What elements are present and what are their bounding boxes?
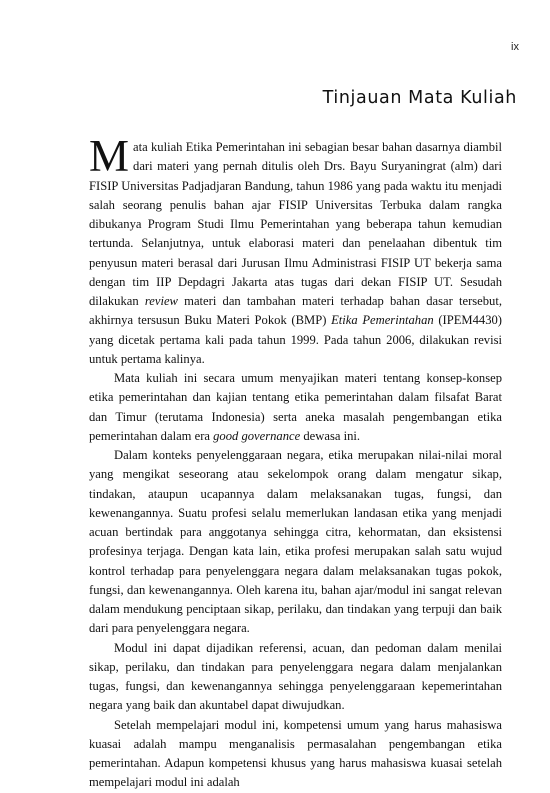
paragraph-2-text-c: dewasa ini. — [300, 428, 361, 443]
page-number: ix — [511, 41, 519, 53]
paragraph-1-italic-review: review — [144, 294, 178, 308]
paragraph-4: Modul ini dapat dijadikan referensi, acuan, dan pedoman dalam menilai sikap, perilaku, dan tindakan para penyelenggara negara dalam menjalankan tugas, fungsi, dan kewenangannya sehingga penyelenggaraan kepemerintahan negara yang baik dan akuntabel dapat diwujudkan. — [89, 640, 502, 713]
paragraph-3: Dalam konteks penyelenggaraan negara, etika merupakan nilai-nilai moral yang mengikat seseorang atau sekelompok orang dalam mengatur sikap, tindakan, ataupun ucapannya dalam melaksanakan tugas, fungsi, dan kewenangannya. Suatu profesi selalu memerlukan landasan etika yang menjadi acuan bertindak para anggotanya sehingga citra, kehormatan, dan eksistensi profesinya terjaga. Dengan kata lain, etika profesi merupakan salah satu wujud kontrol terhadap para penyelenggara negara dalam melaksanakan tugas pokok, fungsi, dan kewenangannya. Oleh karena itu, bahan ajar/modul ini sangat relevan dalam mendukung penciptaan sikap, perilaku, dan tindakan yang terpuji dan baik dari para penyelenggara negara. — [89, 448, 502, 636]
paragraph-2-text-a: Mata kuliah ini secara umum menyajikan materi tentang konsep-konsep etika pemerintahan dan kajian tentang etika pemerintahan dalam filsafat Barat dan Timur (terutama Indonesia) serta aneka masalah pengembangan etika pemerintahan dalam era — [89, 371, 502, 443]
paragraph-1 — [89, 131, 503, 369]
paragraph-5: Setelah mempelajari modul ini, kompetensi umum yang harus mahasiswa kuasai adalah mampu menganalisis permasalahan pengembangan etika pemerintahan. Adapun kompetensi khusus yang harus mahasiswa kuasai setelah mempelajari modul ini adalah — [89, 717, 502, 790]
paragraph-1-italic-title: Etika Pemerintahan — [331, 313, 434, 328]
paragraph-2-italic-term: good governance — [213, 428, 301, 443]
page-title: Tinjauan Mata Kuliah — [322, 88, 517, 108]
paragraph-1-text-a: ata kuliah Etika Pemerintahan ini sebagian besar bahan dasarnya diambil dari materi yang pernah ditulis oleh Drs. Bayu Suryaningrat (alm) dari FISIP Universitas Padjadjaran Bandung, tahun 1986 yang pada waktu itu menjadi salah seorang penulis bahan ajar FISIP Universitas Terbuka dalam rangka dibukanya Program Studi Ilmu Pemerintahan yang beberapa tahun kemudian tertunda. Selanjutnya, untuk elaborasi materi dan penelaahan dibentuk tim penyusun materi berasal dari Jurusan Ilmu Administrasi FISIP UT bekerja sama dengan tim IIP Depdagri Jakarta atas tugas dari dekan FISIP UT. Sesudah dilakukan — [89, 140, 502, 308]
body-text — [89, 131, 503, 793]
paragraph-2 — [89, 369, 502, 446]
paragraph-1-text-e: (IPEM4430) yang dicetak pertama kali pada tahun 1999. Pada tahun 2006, dilakukan revisi untuk pertama kalinya. — [89, 313, 503, 366]
paragraph-1-text-c: materi dan tambahan materi terhadap bahan dasar tersebut, akhirnya tersusun Buku Materi Pokok (BMP) — [89, 294, 502, 328]
drop-cap: M — [89, 131, 130, 181]
